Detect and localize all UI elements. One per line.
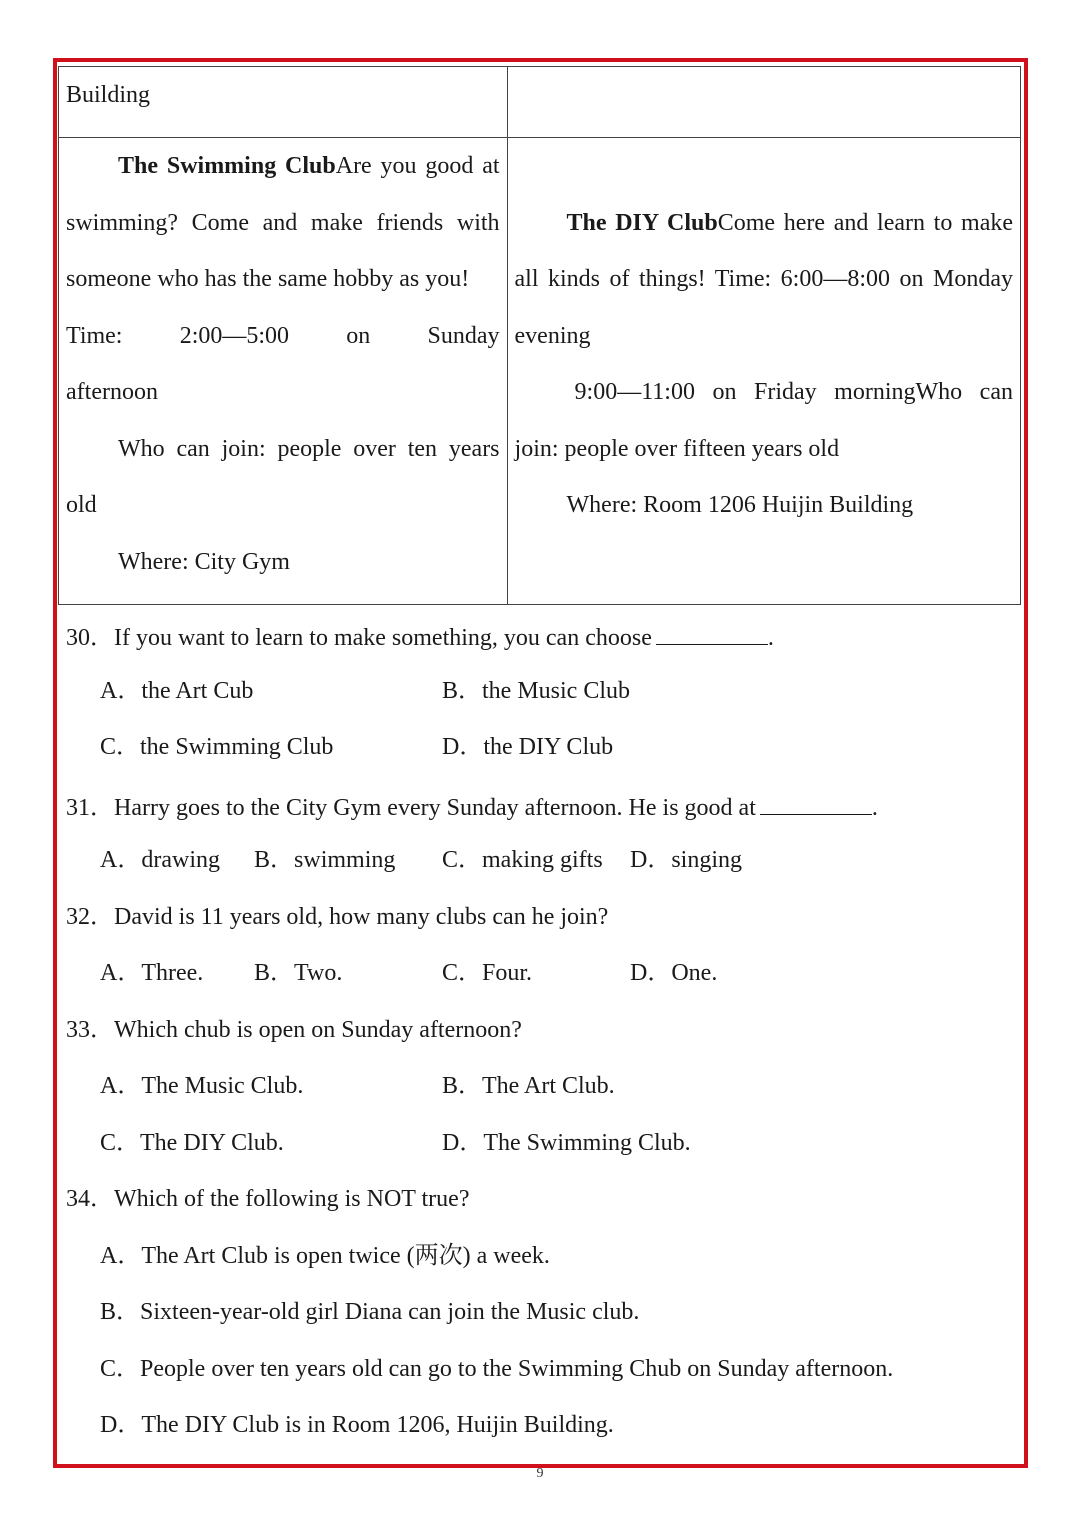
option-letter: C． <box>442 960 483 986</box>
swimming-time-day: Sunday <box>427 322 500 349</box>
option-text: The DIY Club. <box>140 1129 284 1156</box>
option-letter: B． <box>442 677 483 704</box>
option-letter: D． <box>100 1412 142 1438</box>
option-c <box>100 719 333 776</box>
swimming-club-cell <box>59 138 508 605</box>
options-row <box>66 1341 1006 1398</box>
table-row <box>59 138 1021 605</box>
option-letter: C． <box>100 1129 141 1156</box>
options-row <box>66 1115 1006 1172</box>
option-letter: B． <box>254 847 295 873</box>
options-row <box>66 1284 1006 1341</box>
question-text: If you want to learn to make something, you can choose <box>114 625 652 651</box>
swimming-club-paragraph <box>66 138 500 308</box>
option-letter: B． <box>442 1073 483 1099</box>
answer-blank <box>760 776 872 815</box>
option-d <box>630 832 742 889</box>
option-text: the Art Cub <box>141 677 254 704</box>
option-text: the Swimming Club <box>140 734 334 760</box>
questions-section <box>66 606 1006 1454</box>
option-b <box>254 832 395 889</box>
swimming-time-label: Time: <box>66 322 123 349</box>
option-b <box>442 1058 615 1115</box>
option-a <box>100 1228 550 1285</box>
question-number: 30． <box>66 625 114 651</box>
options-row <box>66 1397 1006 1454</box>
swimming-club-time-line <box>66 308 500 365</box>
option-letter: A． <box>100 1242 142 1269</box>
option-c <box>442 832 603 889</box>
option-c <box>100 1341 893 1398</box>
question-32 <box>66 889 1006 946</box>
table-row <box>59 67 1021 138</box>
diy-club-cell <box>507 138 1020 605</box>
option-a <box>100 945 203 1002</box>
option-letter: A． <box>100 847 142 873</box>
option-text: drawing <box>141 847 220 873</box>
option-letter: D． <box>442 1129 484 1156</box>
option-letter: C． <box>442 847 483 873</box>
building-text: Building <box>66 82 151 108</box>
diy-club-spacer <box>515 138 1013 195</box>
swimming-club-intro: Are you good at swimming? Come and make friends with someone who has the same hobby as you! <box>66 153 500 292</box>
option-text: Two. <box>294 960 343 986</box>
option-a <box>100 663 253 720</box>
option-letter: A． <box>100 960 142 986</box>
option-text: The Swimming Club. <box>483 1129 691 1156</box>
option-text: Sixteen-year-old girl Diana can join the Music club. <box>140 1299 640 1325</box>
option-text: The Art Club is open twice (两次) a week. <box>141 1242 550 1269</box>
options-row <box>66 663 1006 720</box>
option-text: the Music Club <box>482 677 631 704</box>
options-row <box>66 832 1006 889</box>
option-d <box>100 1397 614 1454</box>
options-row <box>66 1058 1006 1115</box>
page-number: 9 <box>536 1466 544 1481</box>
question-number: 32． <box>66 903 114 930</box>
option-d <box>442 1115 691 1172</box>
option-b <box>254 945 342 1002</box>
diy-club-paragraph <box>515 195 1013 365</box>
option-text: swimming <box>294 847 396 873</box>
swimming-club-where: Where: City Gym <box>118 548 290 575</box>
question-30 <box>66 606 1006 663</box>
option-letter: A． <box>100 677 142 704</box>
question-number: 31． <box>66 794 114 821</box>
option-b <box>442 663 630 720</box>
question-end: . <box>767 625 774 651</box>
table-cell-empty <box>507 67 1020 138</box>
option-text: People over ten years old can go to the Swimming Chub on Sunday afternoon. <box>140 1355 894 1382</box>
option-letter: B． <box>100 1299 141 1325</box>
option-text: The Music Club. <box>141 1073 304 1099</box>
question-text: David is 11 years old, how many clubs can he join? <box>114 903 609 930</box>
question-33 <box>66 1002 1006 1059</box>
diy-club-intro: Come here and learn to make all kinds of things! <box>514 209 1013 292</box>
swimming-time-part: afternoon <box>66 379 158 405</box>
option-letter: A． <box>100 1073 142 1099</box>
swimming-club-title: The Swimming Club <box>118 153 336 179</box>
question-number: 33． <box>66 1016 114 1043</box>
question-text: Harry goes to the City Gym every Sunday afternoon. He is good at <box>114 794 756 821</box>
question-text: Which of the following is NOT true? <box>114 1186 470 1212</box>
option-letter: C． <box>100 1355 141 1382</box>
diy-club-time1: Time: 6:00—8:00 on Monday evening <box>514 266 1013 349</box>
option-d <box>630 945 717 1002</box>
swimming-time-value: 2:00—5:00 <box>179 322 290 349</box>
option-text: The Art Club. <box>482 1073 615 1099</box>
diy-club-where: Where: Room 1206 Huijin Building <box>566 492 914 518</box>
question-end: . <box>871 794 878 821</box>
diy-club-paragraph-2 <box>515 364 1013 477</box>
option-letter: D． <box>630 847 672 873</box>
option-text: Three. <box>141 960 204 986</box>
option-letter: D． <box>630 960 672 986</box>
option-letter: C． <box>100 734 141 760</box>
option-letter: B． <box>254 960 295 986</box>
option-text: singing <box>671 847 743 873</box>
diy-club-title: The DIY Club <box>566 209 718 236</box>
option-text: making gifts <box>482 847 603 873</box>
question-number: 34． <box>66 1186 114 1212</box>
diy-club-time2: 9:00—11:00 on Friday morning <box>574 379 916 405</box>
option-b <box>100 1284 639 1341</box>
question-31 <box>66 776 1006 833</box>
options-row <box>66 945 1006 1002</box>
swimming-club-who: Who can join: people over ten years old <box>66 435 500 518</box>
diy-club-who: Who can join: people over fifteen years old <box>514 379 1013 462</box>
options-row <box>66 1228 1006 1285</box>
option-text: One. <box>671 960 718 986</box>
option-a <box>100 832 220 889</box>
answer-blank <box>656 606 768 645</box>
options-row <box>66 719 1006 776</box>
option-text: the DIY Club <box>483 734 614 760</box>
option-c <box>100 1115 284 1172</box>
option-text: Four. <box>482 960 533 986</box>
option-text: The DIY Club is in Room 1206, Huijin Building. <box>141 1412 614 1438</box>
question-text: Which chub is open on Sunday afternoon? <box>114 1016 522 1043</box>
option-letter: D． <box>442 734 484 760</box>
swimming-time-on: on <box>346 322 371 349</box>
option-c <box>442 945 532 1002</box>
question-34 <box>66 1171 1006 1228</box>
clubs-table <box>58 66 1021 605</box>
table-cell-building <box>59 67 508 138</box>
option-a <box>100 1058 303 1115</box>
option-d <box>442 719 613 776</box>
